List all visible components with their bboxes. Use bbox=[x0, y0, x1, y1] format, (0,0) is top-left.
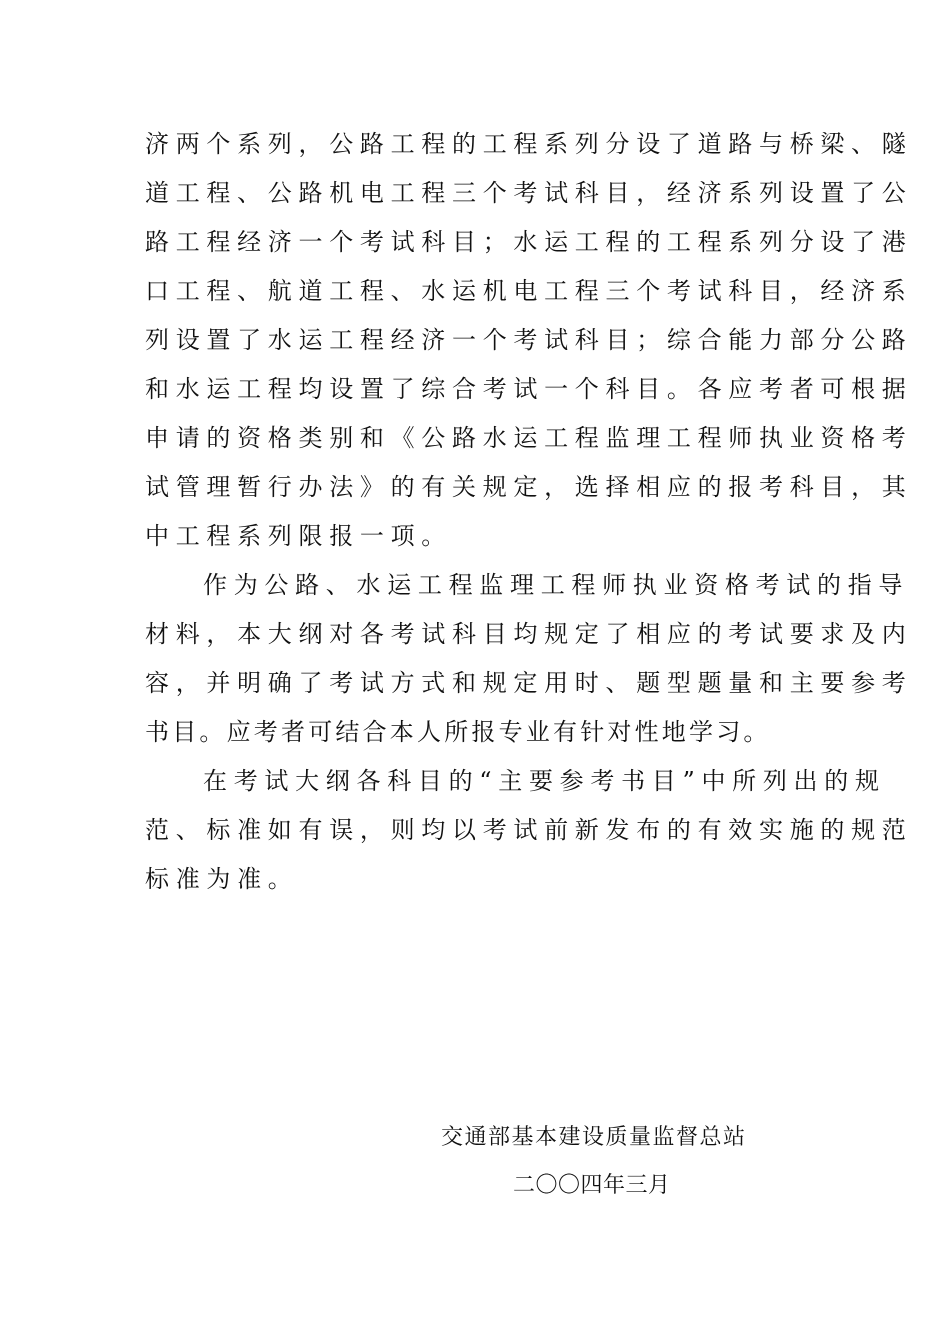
text-line-7: 申请的资格类别和《公路水运工程监理工程师执业资格考 bbox=[145, 424, 913, 452]
text-line-9: 中工程系列限报一项。 bbox=[145, 522, 452, 550]
text-line-8: 试管理暂行办法》的有关规定，选择相应的报考科目，其 bbox=[145, 473, 913, 501]
text-line-6: 和水运工程均设置了综合考试一个科目。各应考者可根据 bbox=[145, 375, 913, 403]
body-text bbox=[145, 120, 913, 904]
text-line-16: 标准为准。 bbox=[145, 865, 299, 893]
text-line-13: 书目。应考者可结合本人所报专业有针对性地学习。 bbox=[145, 718, 771, 746]
text-line-15: 范、标准如有误，则均以考试前新发布的有效实施的规范 bbox=[145, 816, 913, 844]
text-line-10: 作为公路、水运工程监理工程师执业资格考试的指导 bbox=[203, 571, 910, 599]
text-line-1: 济两个系列，公路工程的工程系列分设了道路与桥梁、隧 bbox=[145, 130, 913, 158]
text-line-4: 口工程、航道工程、水运机电工程三个考试科目，经济系 bbox=[145, 277, 913, 305]
text-line-2: 道工程、公路机电工程三个考试科目，经济系列设置了公 bbox=[145, 179, 913, 207]
text-line-12: 容，并明确了考试方式和规定用时、题型题量和主要参考 bbox=[145, 669, 913, 697]
text-line-3: 路工程经济一个考试科目；水运工程的工程系列分设了港 bbox=[145, 228, 913, 256]
text-line-5: 列设置了水运工程经济一个考试科目；综合能力部分公路 bbox=[145, 326, 913, 354]
signature-date: 二〇〇四年三月 bbox=[513, 1173, 671, 1198]
text-line-11: 材料，本大纲对各考试科目均规定了相应的考试要求及内 bbox=[145, 620, 913, 648]
text-line-14: 在考试大纲各科目的“主要参考书目”中所列出的规 bbox=[203, 767, 886, 795]
signature-organization: 交通部基本建设质量监督总站 bbox=[441, 1125, 747, 1150]
